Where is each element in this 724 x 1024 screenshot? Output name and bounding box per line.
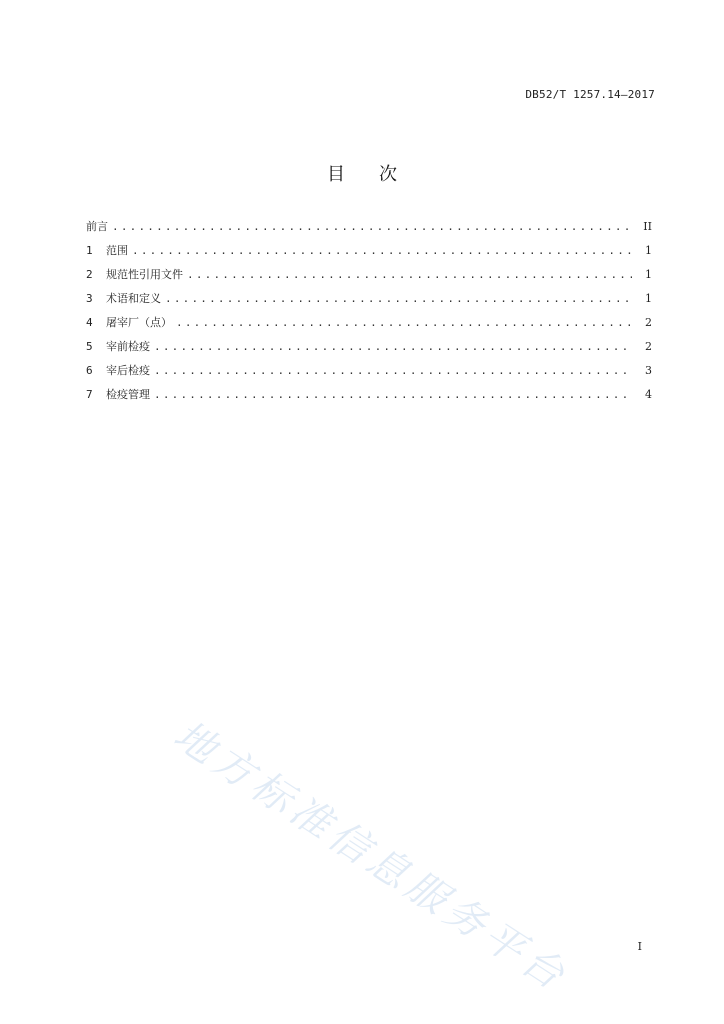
toc-entry-label: 前言 [86, 220, 108, 233]
toc-entry-page: 2 [645, 340, 652, 353]
toc-leader-dots [165, 292, 632, 305]
toc-leader-dots [154, 388, 632, 401]
watermark: 地方标准信息服务平台 [165, 712, 577, 1002]
standard-code: DB52/T 1257.14—2017 [525, 88, 655, 101]
title-part-1: 目 [327, 164, 345, 185]
toc-entry-number: 7 [86, 388, 93, 401]
toc-entry-label: 规范性引用文件 [106, 268, 183, 281]
toc-entry-terms-definitions[interactable] [86, 290, 652, 314]
toc-entry-number: 6 [86, 364, 93, 377]
toc-entry-page: 2 [645, 316, 652, 329]
toc-entry-page: 1 [645, 268, 652, 281]
toc-entry-page: 4 [645, 388, 652, 401]
toc-entry-label: 宰后检疫 [106, 364, 150, 377]
toc-entry-label: 术语和定义 [106, 292, 161, 305]
page-title [0, 160, 724, 186]
toc-leader-dots [176, 316, 632, 329]
toc-entry-number: 5 [86, 340, 93, 353]
title-part-2: 次 [379, 164, 397, 185]
toc-entry-page: 1 [645, 292, 652, 305]
toc-leader-dots [132, 244, 632, 257]
toc-entry-slaughterhouse[interactable] [86, 314, 652, 338]
toc-entry-page: 1 [645, 244, 652, 257]
toc-leader-dots [154, 340, 632, 353]
toc-entry-normative-references[interactable] [86, 266, 652, 290]
toc-entry-label: 检疫管理 [106, 388, 150, 401]
toc-entry-page: 3 [645, 364, 652, 377]
toc-entry-scope[interactable] [86, 242, 652, 266]
page-number: I [637, 940, 642, 953]
toc-entry-label: 范围 [106, 244, 128, 257]
table-of-contents [86, 218, 652, 410]
toc-entry-number: 2 [86, 268, 93, 281]
toc-leader-dots [154, 364, 632, 377]
toc-entry-foreword[interactable] [86, 218, 652, 242]
toc-entry-number: 4 [86, 316, 93, 329]
toc-entry-label: 宰前检疫 [106, 340, 150, 353]
toc-entry-inspection-management[interactable] [86, 386, 652, 410]
toc-entry-label: 屠宰厂（点） [106, 316, 172, 329]
toc-leader-dots [187, 268, 632, 281]
toc-entry-page: II [643, 220, 652, 233]
toc-leader-dots [112, 220, 632, 233]
toc-entry-number: 1 [86, 244, 93, 257]
toc-entry-antemortem-inspection[interactable] [86, 338, 652, 362]
toc-entry-number: 3 [86, 292, 93, 305]
toc-entry-postmortem-inspection[interactable] [86, 362, 652, 386]
